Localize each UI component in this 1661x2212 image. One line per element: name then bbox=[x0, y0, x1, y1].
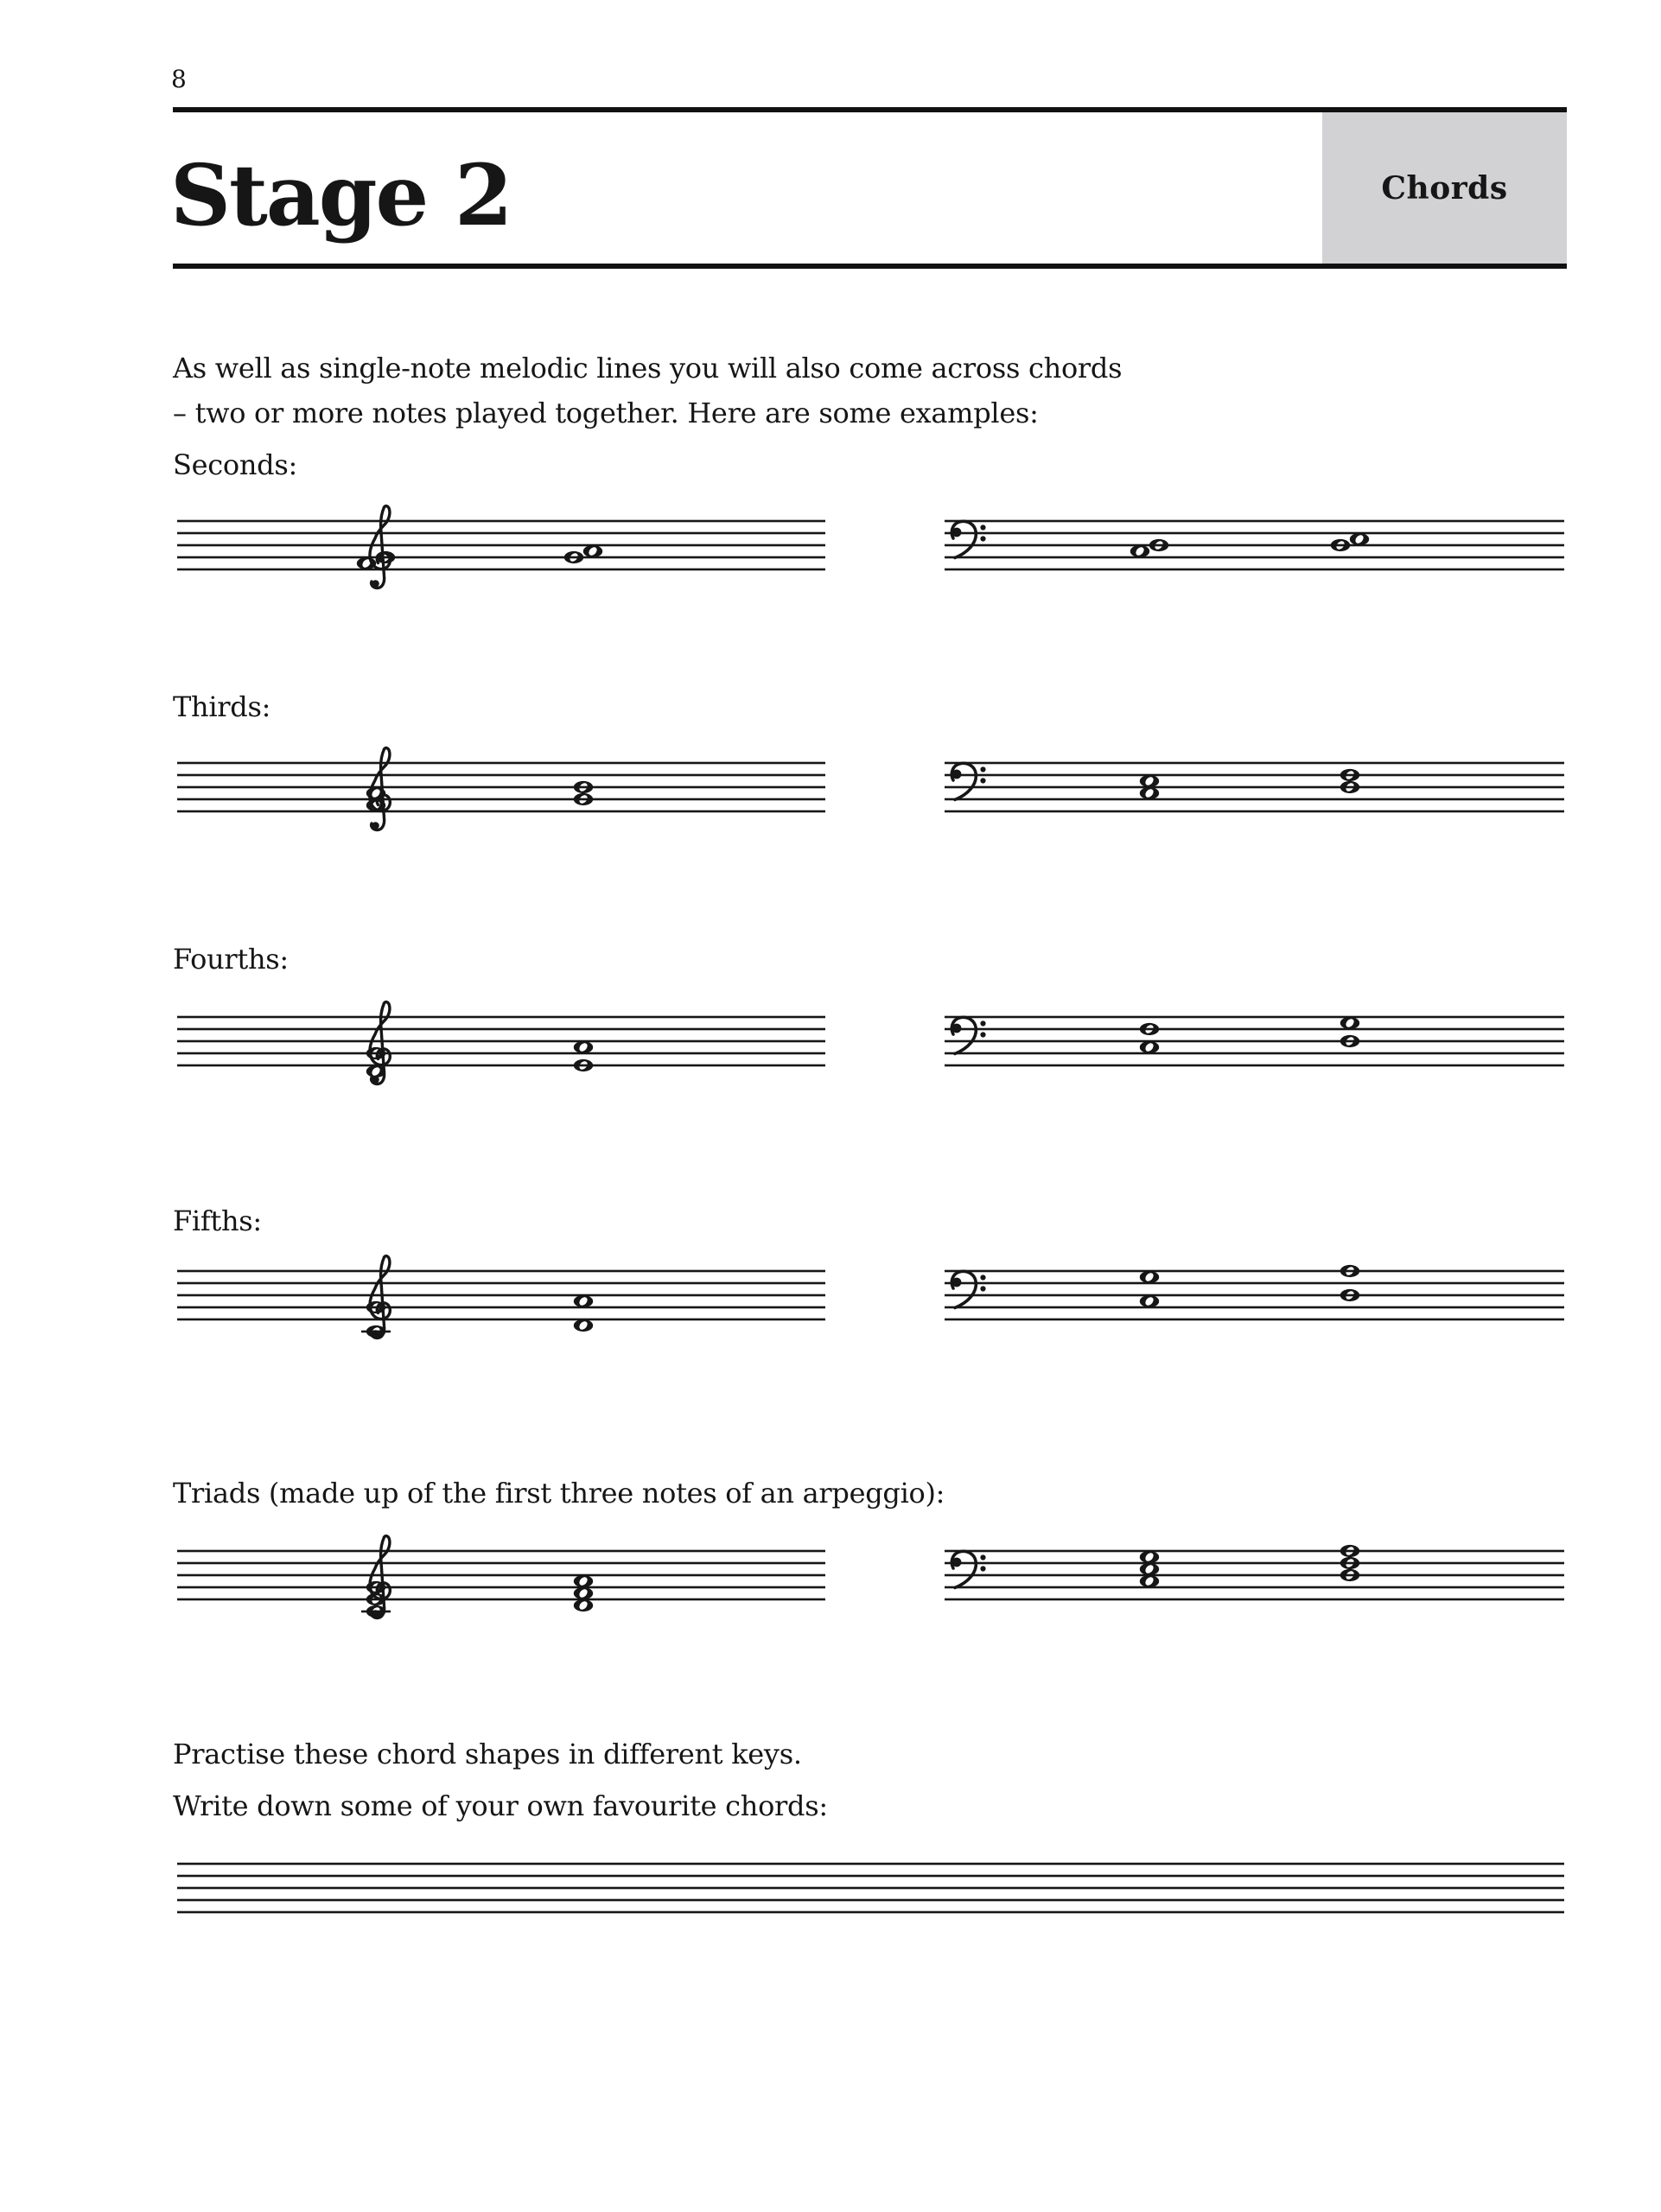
bass-clef-icon bbox=[951, 1551, 985, 1587]
whole-note-chord bbox=[574, 1041, 593, 1071]
staff-svg bbox=[945, 1241, 1564, 1362]
section-label-thirds: Thirds: bbox=[173, 690, 271, 723]
fifths-bass-staff bbox=[945, 1241, 1564, 1362]
whole-note-chord bbox=[574, 1575, 593, 1611]
section-label-fourths: Fourths: bbox=[173, 943, 289, 976]
whole-note-chord bbox=[564, 545, 602, 563]
whole-note-chord bbox=[1130, 539, 1168, 557]
treble-clef-icon bbox=[370, 506, 390, 588]
seconds-bass-staff bbox=[945, 491, 1564, 612]
staff-svg bbox=[177, 1521, 825, 1642]
triads-bass-staff bbox=[945, 1521, 1564, 1642]
staff-lines bbox=[177, 1270, 825, 1321]
staff-svg bbox=[177, 987, 825, 1108]
staff-lines bbox=[945, 1550, 1564, 1601]
staff-lines bbox=[945, 762, 1564, 813]
fifths-treble-staff bbox=[177, 1241, 825, 1362]
outro-line-2: Write down some of your own favourite chords: bbox=[173, 1789, 828, 1822]
whole-note-chord bbox=[574, 1295, 593, 1332]
staff-svg bbox=[945, 1521, 1564, 1642]
staff-lines bbox=[177, 520, 825, 571]
staff-svg bbox=[177, 733, 825, 854]
header-rule-bottom bbox=[173, 264, 1567, 269]
section-label-triads: Triads (made up of the first three notes of an arpeggio): bbox=[173, 1477, 945, 1510]
whole-note-chord bbox=[1340, 1017, 1359, 1047]
fourths-treble-staff bbox=[177, 987, 825, 1108]
staff-svg bbox=[177, 1834, 1564, 1955]
whole-note-chord bbox=[1140, 1271, 1159, 1307]
staff-lines bbox=[945, 1016, 1564, 1067]
intro-line-2: – two or more notes played together. Here are some examples: bbox=[173, 397, 1039, 429]
fourths-bass-staff bbox=[945, 987, 1564, 1108]
whole-note-chord bbox=[574, 781, 593, 805]
whole-note-chord bbox=[1140, 1023, 1159, 1053]
whole-note-chord bbox=[1331, 533, 1369, 551]
staff-svg bbox=[945, 491, 1564, 612]
intro-line-1: As well as single-note melodic lines you will also come across chords bbox=[173, 352, 1123, 385]
staff-svg bbox=[177, 491, 825, 612]
seconds-treble-staff bbox=[177, 491, 825, 612]
chapter-tag-label: Chords bbox=[1381, 169, 1508, 207]
outro-line-1: Practise these chord shapes in different keys. bbox=[173, 1738, 802, 1770]
bass-clef-icon bbox=[951, 1271, 985, 1307]
staff-lines bbox=[177, 1863, 1564, 1914]
thirds-bass-staff bbox=[945, 733, 1564, 854]
staff-lines bbox=[945, 1270, 1564, 1321]
staff-svg bbox=[945, 733, 1564, 854]
whole-note-chord bbox=[1340, 769, 1359, 793]
section-label-fifths: Fifths: bbox=[173, 1205, 262, 1237]
staff-lines bbox=[177, 1550, 825, 1601]
staff-svg bbox=[945, 987, 1564, 1108]
triads-treble-staff bbox=[177, 1521, 825, 1642]
thirds-treble-staff bbox=[177, 733, 825, 854]
staff-lines bbox=[177, 762, 825, 813]
page-number: 8 bbox=[171, 65, 187, 93]
page-title: Stage 2 bbox=[170, 146, 512, 245]
whole-note-chord bbox=[1140, 1551, 1159, 1587]
staff-svg bbox=[177, 1241, 825, 1362]
bass-clef-icon bbox=[951, 763, 985, 799]
blank-writing-staff bbox=[177, 1834, 1564, 1955]
chapter-tag bbox=[1322, 112, 1567, 264]
section-label-seconds: Seconds: bbox=[173, 448, 297, 481]
bass-clef-icon bbox=[951, 521, 985, 557]
staff-lines bbox=[177, 1016, 825, 1067]
bass-clef-icon bbox=[951, 1017, 985, 1053]
staff-lines bbox=[945, 520, 1564, 571]
